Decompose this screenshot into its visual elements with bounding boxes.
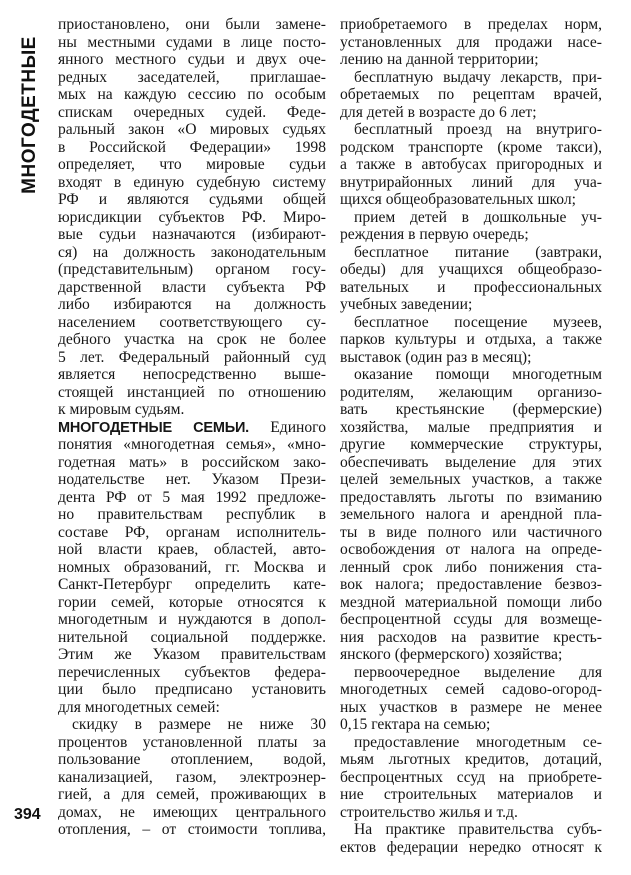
- text-line: [340, 349, 602, 367]
- text-line: [58, 489, 326, 507]
- line-text: вать крестьянские (фермерские): [340, 401, 602, 418]
- line-text: ния расходов на развитие кресть-: [340, 628, 602, 646]
- text-line: [340, 821, 602, 839]
- line-text: предоставление многодетным се-: [354, 733, 602, 751]
- page-number: 394: [14, 806, 41, 823]
- text-line: [340, 559, 602, 577]
- text-line: [340, 716, 602, 734]
- text-line: [340, 454, 602, 472]
- line-text: ся) на должность законодательным: [58, 243, 326, 261]
- text-line: [340, 436, 602, 454]
- text-line: [340, 401, 602, 419]
- text-line: [58, 681, 326, 699]
- text-line: [340, 699, 602, 717]
- line-text: канализацией, газом, электроэнер-: [58, 768, 326, 786]
- text-line: [340, 104, 602, 122]
- text-line: [340, 51, 602, 69]
- line-text: беспроцентной ссуды для возмеще-: [340, 611, 602, 628]
- line-text: отопления, – от стоимости топлива,: [58, 821, 326, 838]
- text-line: [340, 611, 602, 629]
- entry-heading: МНОГОДЕТНЫЕ СЕМЬИ.: [58, 419, 249, 436]
- line-text: мьям льготных кредитов, дотаций,: [340, 751, 602, 768]
- text-line: [58, 506, 326, 524]
- line-text: ны местными судами в лице посто-: [58, 33, 326, 51]
- text-line: [58, 139, 326, 157]
- text-line: [58, 69, 326, 87]
- line-text: дебного участка на срок не более: [58, 331, 326, 348]
- line-text: нительной социальной поддержке.: [58, 628, 326, 646]
- line-text: процентов установленной платы за: [58, 733, 326, 751]
- text-line: [58, 419, 326, 437]
- line-text: РФ и являются судьями общей: [58, 191, 326, 208]
- line-text: но правительствам республик в: [58, 506, 326, 523]
- line-text: годетная мать» в российском зако-: [58, 453, 326, 471]
- line-text: мездной материальной помощи либо: [340, 593, 602, 611]
- text-line: [58, 279, 326, 297]
- line-text: выставок (один раз в месяц);: [340, 348, 532, 366]
- line-text: вые судьи назначаются (избирают-: [58, 226, 326, 243]
- line-text: либо избираются на должность: [58, 296, 326, 313]
- line-text: является непосредственно выше-: [58, 366, 326, 383]
- line-text: многодетных семей садово-огород-: [340, 681, 602, 698]
- side-label-text: МНОГОДЕТНЫЕ: [19, 35, 40, 194]
- text-line: [340, 664, 602, 682]
- text-line: [58, 664, 326, 682]
- line-text: ние строительных материалов и: [340, 786, 602, 803]
- text-line: [58, 769, 326, 787]
- line-text: стоящей инстанцией по отношению: [58, 383, 326, 401]
- line-text: янского (фермерского) хозяйства;: [340, 646, 563, 663]
- text-line: [340, 34, 602, 52]
- text-line: [58, 576, 326, 594]
- text-line: [58, 331, 326, 349]
- text-line: [340, 296, 602, 314]
- text-line: [340, 156, 602, 174]
- line-text: в Российской Федерации» 1998: [58, 138, 326, 156]
- line-text: хозяйства, малые предприятия и: [340, 418, 602, 436]
- text-line: [340, 541, 602, 559]
- line-text: мых на каждую сессию по особым: [58, 86, 326, 103]
- line-text: внутрирайонных линий для уча-: [340, 173, 602, 191]
- line-text: реждения в первую очередь;: [340, 226, 529, 243]
- text-line: [58, 401, 326, 419]
- text-line: [340, 681, 602, 699]
- text-line: [58, 559, 326, 577]
- text-line: [58, 821, 326, 839]
- text-line: [58, 611, 326, 629]
- line-text: понятия «многодетная семья», «мно-: [58, 436, 326, 453]
- text-line: [340, 506, 602, 524]
- line-text: строительство жилья и т.д.: [340, 803, 518, 821]
- line-text: Этим же Указом правительствам: [58, 646, 326, 663]
- text-line: [58, 541, 326, 559]
- text-line: [58, 244, 326, 262]
- text-line: [340, 191, 602, 209]
- section-side-label: [15, 12, 45, 217]
- line-text: приостановлено, они были замене-: [58, 16, 326, 33]
- line-text: бесплатную выдачу лекарств, при-: [354, 68, 602, 86]
- line-text: щихся общеобразовательных школ;: [340, 191, 576, 208]
- text-line: [58, 349, 326, 367]
- text-line: [58, 104, 326, 122]
- text-line: [340, 646, 602, 664]
- text-line: [340, 419, 602, 437]
- text-line: [58, 524, 326, 542]
- text-line: [340, 16, 602, 34]
- line-text: пользование отоплением, водой,: [58, 751, 326, 768]
- line-text: определяет, что мировые судьи: [58, 156, 326, 173]
- line-text: спискам очередных судей. Феде-: [58, 103, 326, 121]
- text-line: [340, 594, 602, 612]
- text-line: [58, 629, 326, 647]
- text-line: [58, 314, 326, 332]
- line-text: населением соответствующего су-: [58, 313, 326, 331]
- text-line: [340, 471, 602, 489]
- line-text: учебных заведении;: [340, 296, 473, 313]
- line-text: целей земельных участков, а также: [340, 471, 602, 488]
- text-line: [340, 839, 602, 857]
- line-text: янного местного судьи и двух оче-: [58, 51, 326, 68]
- text-line: [58, 51, 326, 69]
- text-line: [340, 384, 602, 402]
- text-line: [340, 576, 602, 594]
- text-line: [340, 734, 602, 752]
- line-text: 0,15 гектара на семью;: [340, 716, 491, 733]
- line-text: нодательстве нет. Указом Прези-: [58, 471, 326, 488]
- line-text: редных заседателей, приглашае-: [58, 68, 326, 86]
- text-line: [340, 804, 602, 822]
- line-text: вок налога; предоставление безвоз-: [340, 576, 602, 593]
- line-text: прием детей в дошкольные уч-: [354, 208, 602, 226]
- text-line: [58, 174, 326, 192]
- text-line: [340, 139, 602, 157]
- text-line: [58, 384, 326, 402]
- line-text: парков культуры и отдыха, а также: [340, 331, 602, 348]
- text-line: [58, 734, 326, 752]
- text-line: [340, 751, 602, 769]
- text-line: [58, 296, 326, 314]
- text-line: [340, 279, 602, 297]
- line-text: установленных для продажи насе-: [340, 33, 602, 51]
- line-text: земельного налога и арендной пла-: [340, 506, 602, 523]
- line-text: домах, не имеющих центрального: [58, 803, 326, 821]
- line-text: номных образований, гг. Москва и: [58, 558, 326, 576]
- line-text: 5 лет. Федеральный районный суд: [58, 348, 326, 366]
- text-line: [58, 436, 326, 454]
- line-text: предоставлять льготы по взиманию: [340, 488, 602, 506]
- text-line: [58, 471, 326, 489]
- line-text: родском транспорте (кроме такси),: [340, 138, 602, 156]
- text-line: [340, 629, 602, 647]
- line-text: вательных и профессиональных: [340, 278, 602, 296]
- text-line: [340, 244, 602, 262]
- line-text: На практике правительства субъ-: [354, 821, 602, 838]
- text-line: [340, 69, 602, 87]
- line-text: приобретаемого в пределах норм,: [340, 16, 602, 33]
- text-line: [340, 524, 602, 542]
- line-text: (представительным) органом госу-: [58, 261, 326, 278]
- line-text: другие коммерческие структуры,: [340, 436, 602, 453]
- line-text: а также в автобусах пригородных и: [340, 156, 602, 173]
- line-text: ции было предписано установить: [58, 681, 326, 698]
- text-line: [340, 261, 602, 279]
- line-text: лению на данной территории;: [340, 51, 539, 68]
- line-text: родителям, желающим организо-: [340, 383, 602, 401]
- line-text: ленный срок либо понижения ста-: [340, 558, 602, 576]
- line-text: обретаемых по рецептам врачей,: [340, 86, 602, 103]
- text-line: [340, 489, 602, 507]
- line-text: для многодетных семей:: [58, 698, 220, 716]
- text-line: [340, 174, 602, 192]
- line-text: освобождения от налога на опреде-: [340, 541, 602, 558]
- line-text: дарственной власти субъекта РФ: [58, 278, 326, 296]
- line-text: входят в единую судебную систему: [58, 173, 326, 191]
- text-column-left: [58, 16, 326, 839]
- line-text: беспроцентных ссуд на приобрете-: [340, 768, 602, 786]
- line-text: ной власти краев, областей, авто-: [58, 541, 326, 558]
- text-line: [340, 314, 602, 332]
- text-column-right: [340, 16, 602, 856]
- line-text: первоочередное выделение для: [354, 663, 602, 681]
- line-text: ты в виде полного или частичного: [340, 523, 602, 541]
- text-line: [58, 594, 326, 612]
- line-text: составе РФ, органам исполнитель-: [58, 523, 326, 541]
- text-line: [340, 209, 602, 227]
- text-line: [58, 121, 326, 139]
- text-line: [58, 261, 326, 279]
- text-line: [58, 86, 326, 104]
- text-line: [58, 699, 326, 717]
- line-text: ных участков в размере не менее: [340, 698, 602, 716]
- line-text: гории семей, которые относятся к: [58, 593, 326, 611]
- text-line: [340, 86, 602, 104]
- line-text: юрисдикции субъектов РФ. Миро-: [58, 208, 326, 226]
- text-line: [58, 156, 326, 174]
- text-line: [58, 366, 326, 384]
- text-line: [340, 226, 602, 244]
- line-text: обеды) для учащихся общеобразо-: [340, 261, 602, 278]
- text-line: [58, 751, 326, 769]
- line-text: бесплатный проезд на внутригo-: [354, 121, 602, 138]
- text-line: [58, 191, 326, 209]
- text-line: [340, 331, 602, 349]
- text-line: [58, 454, 326, 472]
- line-text: гией, а для семей, проживающих в: [58, 786, 326, 803]
- line-text: ектов федерации нередко относят к: [340, 838, 602, 856]
- line-text: перечисленных субъектов федера-: [58, 663, 326, 681]
- text-line: [340, 366, 602, 384]
- text-line: [58, 804, 326, 822]
- line-text: дента РФ от 5 мая 1992 предложе-: [58, 488, 326, 506]
- line-text: Единого: [249, 418, 326, 436]
- text-line: [58, 786, 326, 804]
- text-line: [58, 646, 326, 664]
- line-text: ральный закон «О мировых судьях: [58, 121, 326, 138]
- line-text: для детей в возрасте до 6 лет;: [340, 103, 537, 121]
- text-line: [340, 786, 602, 804]
- line-text: скидку в размере не ниже 30: [72, 716, 326, 733]
- line-text: обеспечивать выделение для этих: [340, 453, 602, 471]
- line-text: бесплатное посещение музеев,: [354, 313, 602, 331]
- text-line: [340, 769, 602, 787]
- line-text: бесплатное питание (завтраки,: [354, 243, 602, 261]
- text-line: [340, 121, 602, 139]
- text-line: [58, 226, 326, 244]
- text-line: [58, 16, 326, 34]
- text-line: [58, 716, 326, 734]
- text-line: [58, 209, 326, 227]
- line-text: многодетным и нуждаются в допол-: [58, 611, 326, 628]
- line-text: оказание помощи многодетным: [354, 366, 602, 383]
- line-text: к мировым судьям.: [58, 401, 185, 418]
- line-text: Санкт-Петербург определить кате-: [58, 576, 326, 593]
- text-line: [58, 34, 326, 52]
